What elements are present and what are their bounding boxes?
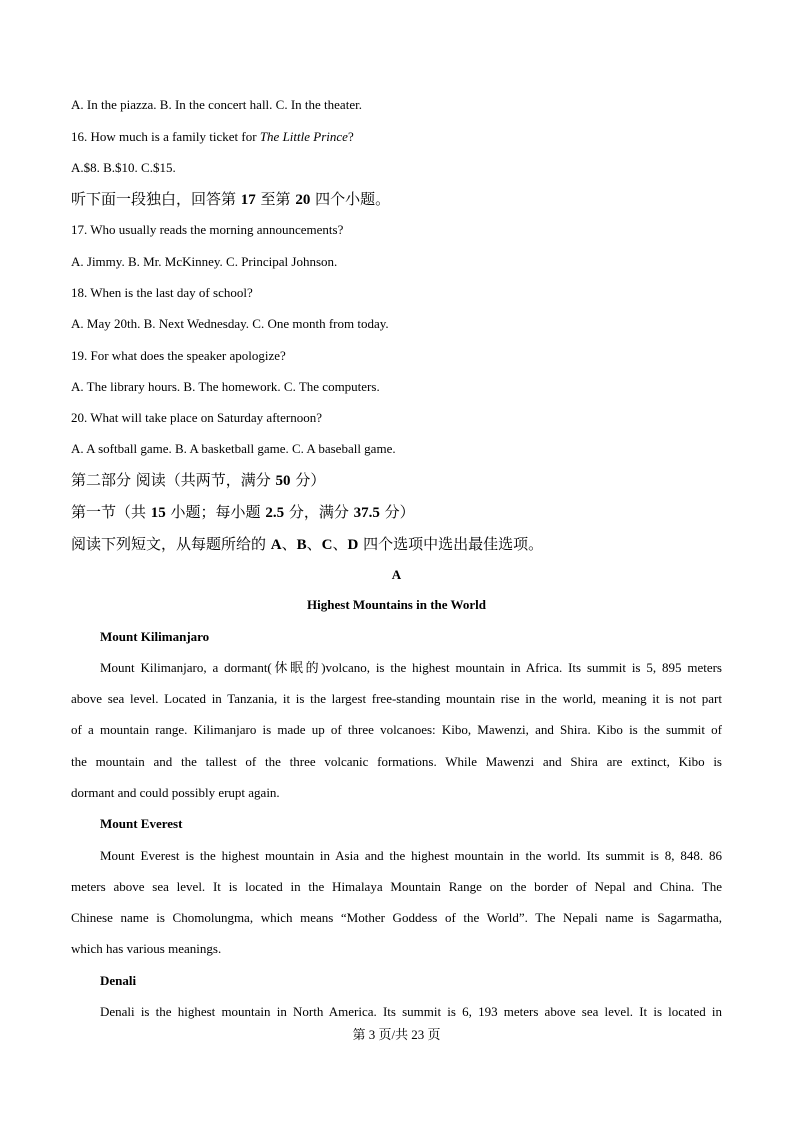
instruction-text-3: 四个小题。 — [310, 190, 391, 208]
instruction-number-1: 17 — [240, 192, 256, 208]
directions-sep-2: 、 — [306, 535, 322, 553]
directions-sep-1: 、 — [281, 535, 297, 553]
kilimanjaro-line-4: the mountain and the tallest of the three volcanic formations. While Mawenzi and Shira are extinct, Kibo is — [71, 754, 722, 769]
q19-question: 19. For what does the speaker apologize? — [71, 348, 286, 363]
q16-options: A.$8. B.$10. C.$15. — [71, 160, 176, 175]
kilimanjaro-line-1: Mount Kilimanjaro, a dormant(休眠的)volcano, is the highest mountain in Africa. Its summit is 5, 895 meters — [100, 660, 722, 675]
section-heading-text-4: 分） — [379, 503, 415, 521]
option-letter-a: A — [270, 537, 282, 553]
everest-line-3: Chinese name is Chomolungma, which means “Mother Goddess of the World”. The Nepali name is Sagarmatha, — [71, 910, 722, 925]
passage-label: A — [391, 567, 402, 582]
option-letter-d: D — [347, 537, 359, 553]
q20-question: 20. What will take place on Saturday afternoon? — [71, 410, 323, 425]
q16-prefix: 16. How much is a family ticket for — [71, 129, 260, 144]
page-footer: 第 3 页/共 23 页 — [352, 1027, 441, 1042]
instruction-number-2: 20 — [295, 192, 311, 208]
option-letter-c: C — [321, 537, 333, 553]
section-heading-text-1: 第一节（共 — [71, 503, 151, 521]
directions-sep-3: 、 — [332, 535, 348, 553]
section-heading-total: 37.5 — [353, 505, 380, 521]
section-heading-points: 2.5 — [265, 505, 285, 521]
instruction-text-2: 至第 — [255, 190, 296, 208]
q17-question: 17. Who usually reads the morning announcements? — [71, 222, 344, 237]
section-heading-count: 15 — [150, 505, 166, 521]
part-heading-end: 分） — [290, 471, 326, 489]
instruction-text-1: 听下面一段独白，回答第 — [71, 190, 241, 208]
directions-text-2: 四个选项中选出最佳选项。 — [358, 535, 544, 553]
q16-book-title: The Little Prince — [259, 129, 348, 144]
kilimanjaro-line-2: above sea level. Located in Tanzania, it is the largest free-standing mountain rise in the world, meaning it is not part — [71, 691, 722, 706]
reading-part-heading — [71, 471, 722, 490]
section-heading-text-2: 小题；每小题 — [165, 503, 266, 521]
q15-options: A. In the piazza. B. In the concert hall. C. In the theater. — [71, 97, 362, 112]
option-letter-b: B — [296, 537, 307, 553]
q16-suffix: ? — [347, 129, 354, 144]
passage-title: Highest Mountains in the World — [307, 597, 486, 612]
part-heading-text: 第二部分 阅读（共两节，满分 — [71, 471, 276, 489]
section-heading-text-3: 分，满分 — [284, 503, 354, 521]
reading-directions — [71, 535, 722, 554]
everest-line-4: which has various meanings. — [71, 941, 222, 956]
denali-line-1: Denali is the highest mountain in North America. Its summit is 6, 193 meters above sea level. It is located in — [100, 1004, 722, 1019]
q17-options: A. Jimmy. B. Mr. McKinney. C. Principal Johnson. — [71, 254, 338, 269]
q18-options: A. May 20th. B. Next Wednesday. C. One month from today. — [71, 316, 389, 331]
kilimanjaro-heading: Mount Kilimanjaro — [100, 629, 210, 644]
section-heading — [71, 503, 722, 522]
kilimanjaro-line-5: dormant and could possibly erupt again. — [71, 785, 280, 800]
denali-heading: Denali — [100, 973, 137, 988]
q16-question — [71, 129, 722, 145]
everest-heading: Mount Everest — [100, 816, 183, 831]
q20-options: A. A softball game. B. A basketball game. C. A baseball game. — [71, 441, 396, 456]
directions-text-1: 阅读下列短文，从每题所给的 — [71, 535, 271, 553]
part-heading-score: 50 — [275, 473, 291, 489]
q19-options: A. The library hours. B. The homework. C. The computers. — [71, 379, 380, 394]
everest-line-1: Mount Everest is the highest mountain in Asia and the highest mountain in the world. Its summit is 8, 848. 86 — [100, 848, 722, 863]
listening-instruction — [71, 190, 722, 209]
kilimanjaro-line-3: of a mountain range. Kilimanjaro is made up of three volcanoes: Kibo, Mawenzi, and Shira. Kibo is the summit of — [71, 722, 722, 737]
everest-line-2: meters above sea level. It is located in the Himalaya Mountain Range on the border of Nepal and China. The — [71, 879, 722, 894]
q18-question: 18. When is the last day of school? — [71, 285, 253, 300]
